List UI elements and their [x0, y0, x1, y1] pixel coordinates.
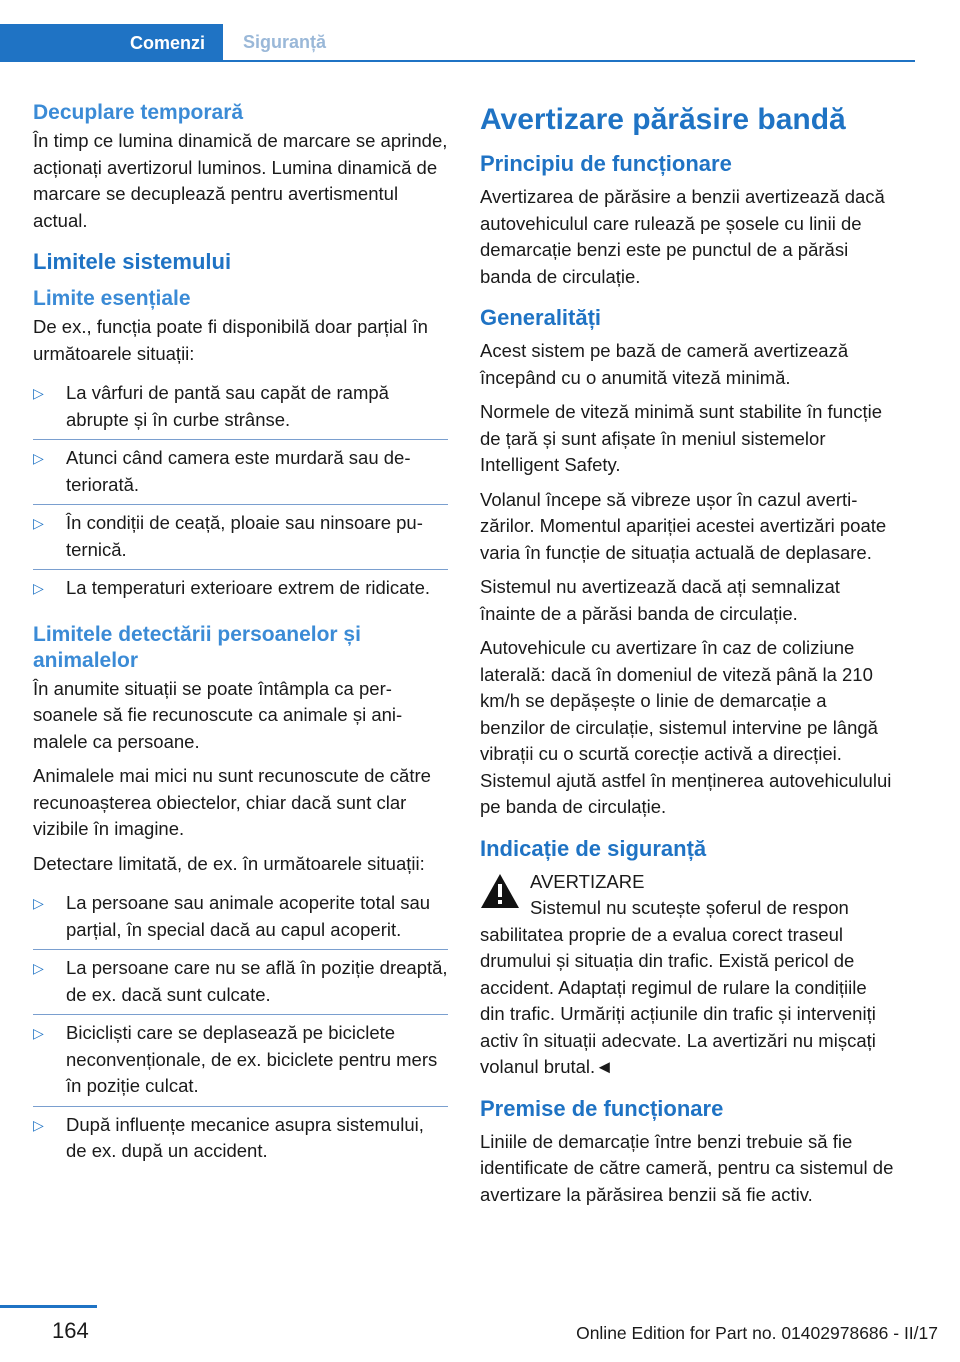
triangle-bullet-icon: ▷ [33, 515, 44, 531]
paragraph-principiu: Avertizarea de părăsire a benzii avertizează dacă autovehiculul care rulează pe șosele cu linii de demarcație benzi este pe punctul de a părăsi banda de circulație. [480, 186, 885, 287]
heading-decuplare: Decuplare temporară [33, 101, 244, 124]
heading-premise: Premise de funcționare [480, 1095, 724, 1121]
triangle-bullet-icon: ▷ [33, 1116, 44, 1133]
paragraph-limite: De ex., funcția poate fi disponibilă doar parțial în următoarele situații: [33, 316, 428, 364]
footer-divider [0, 1305, 97, 1308]
triangle-bullet-icon: ▷ [33, 450, 44, 466]
heading-generalitati: Generalități [480, 305, 602, 330]
triangle-bullet-icon: ▷ [33, 385, 44, 401]
left-column [33, 100, 448, 1171]
page-number: 164 [52, 1318, 89, 1343]
warning-text: sabilitatea proprie de a evalua corect traseul drumului și situația din trafic. Există pericol de accident. Adaptați regimul de rulare la condițiile din trafic. Urmăriți acțiunile din trafic și interveniți activ în situații adecvate. La avertizări nu mișcați volanul brutal.◄ [480, 923, 876, 1077]
heading-limitele-detectarii: Limitele detectării persoanelor și animalelor [33, 622, 361, 672]
header-tabs [0, 24, 895, 62]
paragraph-detectare-2: Animalele mai mici nu sunt recunoscute de către recunoașterea obiectelor, chiar dacă sunt clar vizibile în imagine. [33, 765, 431, 839]
right-column [480, 100, 895, 1216]
warning-text-first-line: Sistemul nu scutește șoferul de respon [530, 897, 849, 918]
list-item: ▷ La vârfuri de pantă sau capăt de rampă abrupte și în curbe strânse. [33, 375, 448, 440]
warning-block [480, 869, 895, 1081]
paragraph-generalitati-2: Normele de viteză minimă sunt stabilite în funcție de țară și sunt afișate în meniul sistemelor Intelligent Safety. [480, 401, 883, 475]
paragraph-detectare-1: În anumite situații se poate întâmpla ca persoanele să fie recunoscute ca animale și animalele ca persoane. [33, 677, 403, 752]
edition-note: Online Edition for Part no. 01402978686 - II/17 [576, 1323, 938, 1343]
paragraph-detectare-3: Detectare limitată, de ex. în următoarele situații: [33, 852, 425, 874]
list-item: ▷ La temperaturi exterioare extrem de ridicate. [33, 570, 448, 608]
triangle-bullet-icon: ▷ [33, 580, 44, 596]
paragraph-premise: Liniile de demarcație între benzi trebuie să fie identificate de către cameră, pentru ca sistemul de avertizare la părăsirea benzii să fie activ. [480, 1130, 894, 1205]
list-item: ▷ După influențe mecanice asupra sistemului, de ex. după un accident. [33, 1113, 424, 1161]
heading-principiu: Principiu de funcționare [480, 151, 732, 176]
triangle-bullet-icon: ▷ [33, 1025, 44, 1041]
list-limite [33, 375, 448, 608]
triangle-bullet-icon: ▷ [33, 960, 44, 976]
paragraph-decuplare: În timp ce lumina dinamică de marcare se aprinde, acționați avertizorul luminos. Lumina dinamică de marcare se decuplează pentru avertismentul actual. [33, 130, 448, 231]
tab-comenzi[interactable]: Comenzi [0, 24, 223, 62]
paragraph-generalitati-3: Volanul începe să vibreze ușor în cazul avertizărilor. Momentul apariției acestei avertizări poate varia în funcție de situația actuală de deplasare. [480, 488, 887, 563]
list-item: ▷ În condiții de ceață, ploaie sau ninsoare puternică. [33, 505, 448, 570]
warning-triangle-icon [480, 873, 520, 909]
paragraph-generalitati-5: Autovehicule cu avertizare în caz de coliziune laterală: dacă în domeniul de viteză până la 210 km/h se depășește o linie de demarcație a benzilor de circulație, sistemul intervine pe lângă vibrații cu o scurtă corecție activă a direcției. Sistemul ajută astfel în menținerea autovehiculului pe banda de circulație. [480, 637, 892, 817]
list-item: ▷ La persoane care nu se află în poziție dreaptă, de ex. dacă sunt culcate. [33, 950, 448, 1015]
list-item: ▷ La persoane sau animale acoperite total sau parțial, în special dacă au capul acoperit. [33, 885, 448, 950]
tab-siguranta[interactable]: Siguranță [223, 24, 915, 62]
heading-indicatie: Indicație de siguranță [480, 835, 707, 861]
list-detectare [33, 885, 448, 1171]
paragraph-generalitati-1: Acest sistem pe bază de cameră avertizează începând cu o anumită viteză minimă. [480, 340, 849, 388]
warning-title: AVERTIZARE [530, 870, 645, 892]
heading-limite-esentiale: Limite esențiale [33, 287, 191, 310]
triangle-bullet-icon: ▷ [33, 895, 44, 911]
paragraph-generalitati-4: Sistemul nu avertizează dacă ați semnalizat înainte de a părăsi banda de circulație. [480, 576, 840, 624]
heading-limitele-sistemului: Limitele sistemului [33, 249, 232, 274]
page-title: Avertizare părăsire bandă [480, 103, 846, 136]
list-item: ▷ Bicicliști care se deplasează pe biciclete neconvenționale, de ex. biciclete pentru mers în poziție culcat. [33, 1015, 448, 1107]
list-item: ▷ Atunci când camera este murdară sau deteriorată. [33, 440, 448, 505]
